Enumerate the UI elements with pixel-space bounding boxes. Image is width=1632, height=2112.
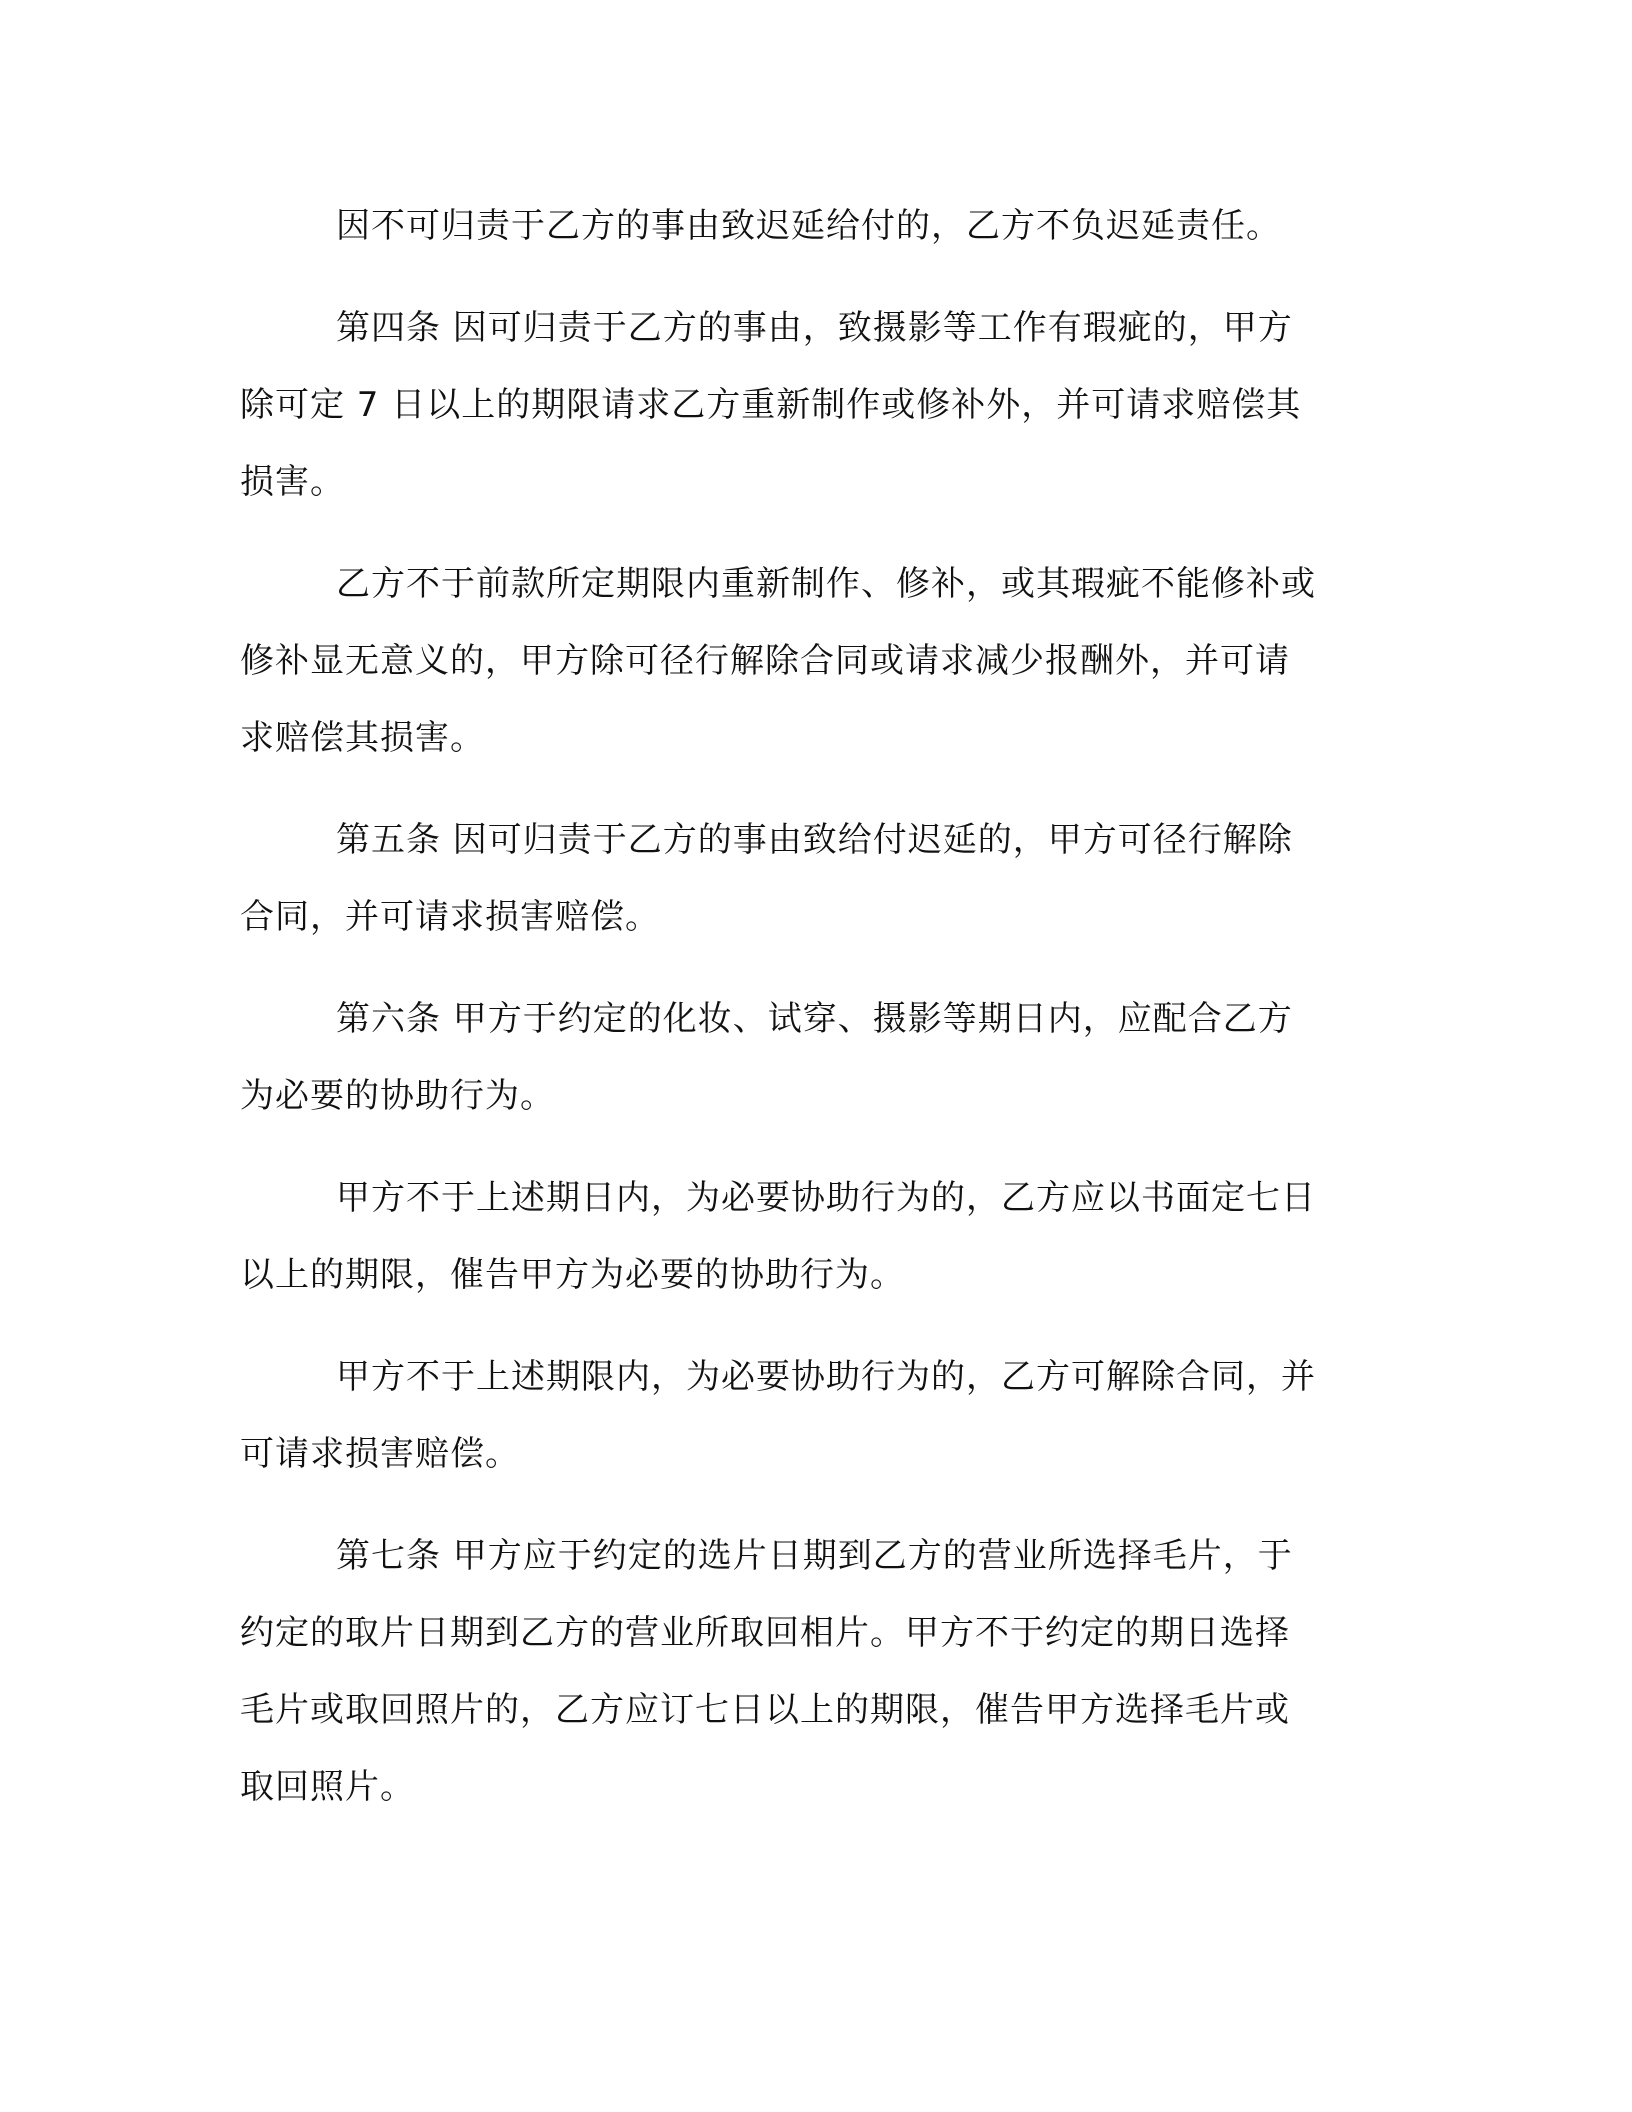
paragraph-line: 第四条 因可归责于乙方的事由，致摄影等工作有瑕疵的，甲方 [336,308,1293,348]
paragraph-line: 修补显无意义的，甲方除可径行解除合同或请求减少报酬外，并可请 [240,641,1290,681]
document-body [240,188,1370,1851]
paragraph-line: 乙方不于前款所定期限内重新制作、修补，或其瑕疵不能修补或 [336,564,1316,604]
paragraph-line: 可请求损害赔偿。 [240,1434,520,1474]
paragraph-line: 求赔偿其损害。 [240,718,485,758]
paragraph-article-4 [240,290,1370,521]
paragraph-line: 损害。 [240,462,345,502]
paragraph-line: 取回照片。 [240,1767,415,1807]
paragraph-1 [240,188,1370,265]
paragraph-article-7 [240,1518,1370,1826]
paragraph-article-4-clause-2 [240,546,1370,777]
paragraph-line: 毛片或取回照片的，乙方应订七日以上的期限，催告甲方选择毛片或 [240,1690,1290,1730]
paragraph-line: 甲方不于上述期限内，为必要协助行为的，乙方可解除合同，并 [336,1357,1316,1397]
paragraph-line: 为必要的协助行为。 [240,1076,555,1116]
paragraph-line: 因不可归责于乙方的事由致迟延给付的，乙方不负迟延责任。 [336,206,1281,246]
paragraph-article-6-clause-3 [240,1339,1370,1493]
paragraph-line: 约定的取片日期到乙方的营业所取回相片。甲方不于约定的期日选择 [240,1613,1290,1653]
paragraph-line: 以上的期限，催告甲方为必要的协助行为。 [240,1255,905,1295]
paragraph-line: 除可定 7 日以上的期限请求乙方重新制作或修补外，并可请求赔偿其 [240,385,1302,425]
paragraph-line: 第七条 甲方应于约定的选片日期到乙方的营业所选择毛片，于 [336,1536,1293,1576]
paragraph-article-6-clause-2 [240,1160,1370,1314]
paragraph-article-6 [240,981,1370,1135]
paragraph-line: 甲方不于上述期日内，为必要协助行为的，乙方应以书面定七日 [336,1178,1316,1218]
paragraph-article-5 [240,802,1370,956]
paragraph-line: 第六条 甲方于约定的化妆、试穿、摄影等期日内，应配合乙方 [336,999,1293,1039]
paragraph-line: 合同，并可请求损害赔偿。 [240,897,660,937]
paragraph-line: 第五条 因可归责于乙方的事由致给付迟延的，甲方可径行解除 [336,820,1293,860]
